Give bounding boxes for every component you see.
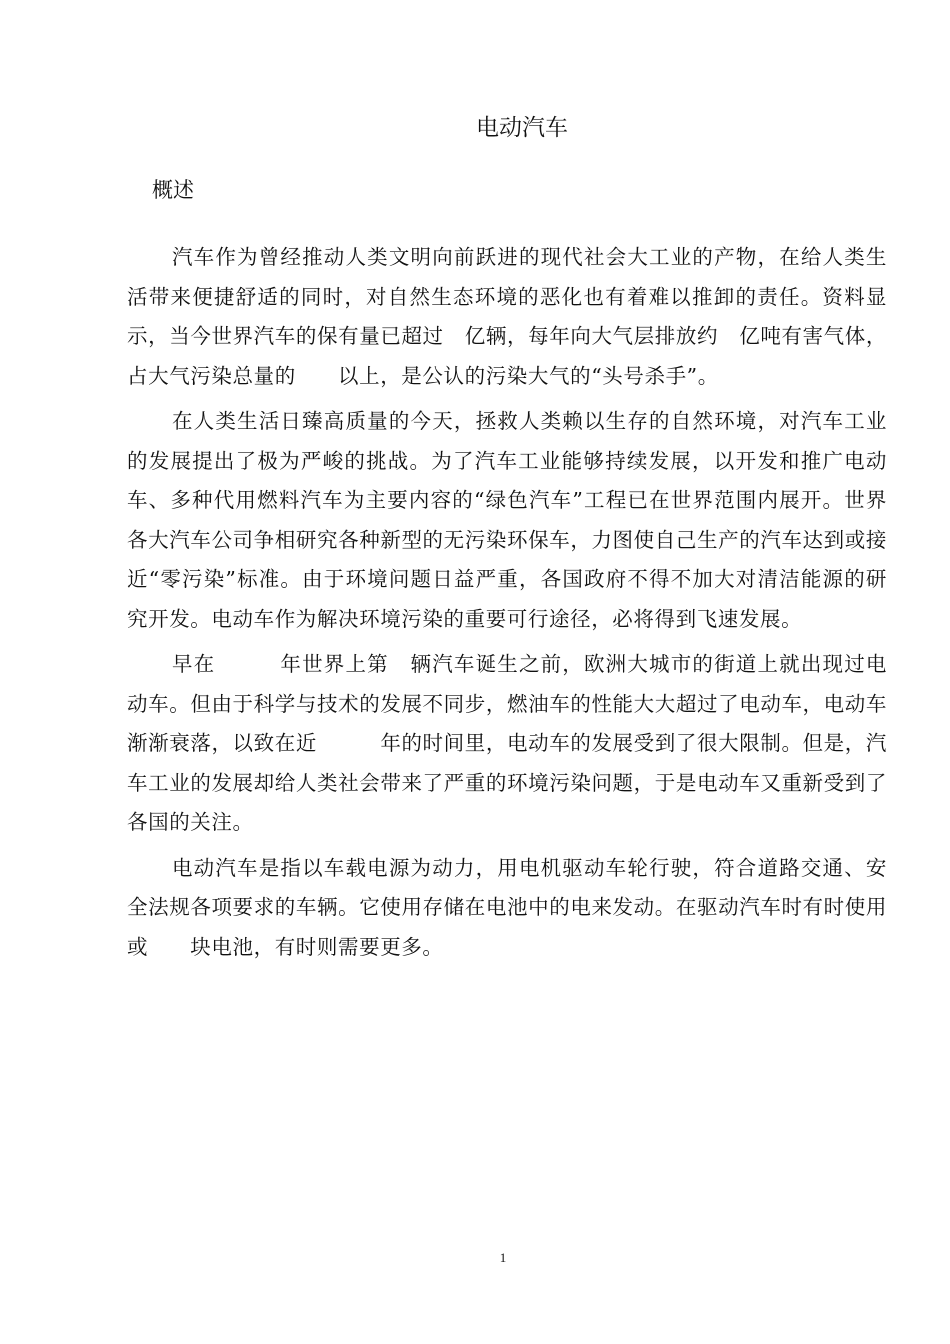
paragraph-1: 汽车作为曾经推动人类文明向前跃进的现代社会大工业的产物，在给人类生活带来便捷舒适的同时，对自然生态环境的恶化也有着难以推卸的责任。资料显示，当今世界汽车的保有量已超过 亿辆，每年向大气层排放约 亿吨有害气体，占大气污染总量的 以上，是公认的污染大气的“头号杀手”。 <box>127 245 887 388</box>
body-text <box>127 238 930 973</box>
section-heading: 概述 <box>152 178 194 202</box>
page-number: 1 <box>499 1250 507 1265</box>
paragraph-2: 在人类生活日臻高质量的今天，拯救人类赖以生存的自然环境，对汽车工业的发展提出了极为严峻的挑战。为了汽车工业能够持续发展，以开发和推广电动车、多种代用燃料汽车为主要内容的“绿色汽车”工程已在世界范围内展开。世界各大汽车公司争相研究各种新型的无污染环保车，力图使自己生产的汽车达到或接近“零污染”标准。由于环境问题日益严重，各国政府不得不加大对清洁能源的研究开发。电动车作为解决环境污染的重要可行途径，必将得到飞速发展。 <box>127 409 887 631</box>
document-title: 电动汽车 <box>476 115 568 141</box>
paragraph-3: 早在 年世界上第 辆汽车诞生之前，欧洲大城市的街道上就出现过电动车。但由于科学与技术的发展不同步，燃油车的性能大大超过了电动车，电动车渐渐衰落，以致在近 年的时间里，电动车的发展受到了很大限制。但是，汽车工业的发展却给人类社会带来了严重的环境污染问题，于是电动车又重新受到了各国的关注。 <box>127 652 887 834</box>
paragraph-4: 电动汽车是指以车载电源为动力，用电机驱动车轮行驶，符合道路交通、安全法规各项要求的车辆。它使用存储在电池中的电来发动。在驱动汽车时有时使用 或 块电池，有时则需要更多。 <box>127 855 930 959</box>
